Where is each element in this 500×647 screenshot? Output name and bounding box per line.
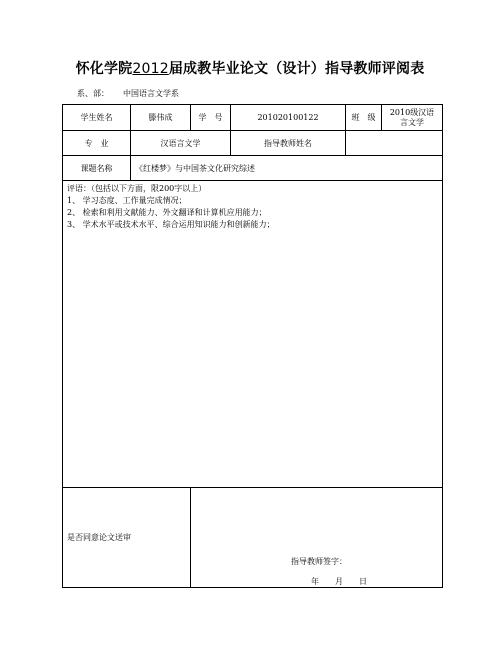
evaluation-comment-area	[63, 181, 443, 488]
advisor-signature-cell	[191, 488, 443, 588]
major-row	[63, 131, 443, 156]
student-name-value: 滕伟成	[131, 105, 191, 131]
advisor-name-value	[346, 131, 443, 156]
evaluation-row	[63, 181, 443, 488]
approval-label: 是否同意论文送审	[67, 533, 131, 542]
date-day-label: 日	[359, 577, 367, 586]
title-suffix: 届成教毕业论文（设计）指导教师评阅表	[168, 61, 425, 77]
class-value: 2010级汉语言文学	[382, 105, 443, 131]
student-name-label: 学生姓名	[63, 105, 131, 131]
major-label: 专 业	[63, 131, 131, 156]
department-label: 系、部：	[77, 89, 109, 98]
title-prefix: 怀化学院	[75, 61, 133, 77]
evaluation-item-2: 2、 检索和利用文献能力、外文翻译和计算机应用能力；	[67, 208, 267, 217]
approval-cell	[63, 488, 191, 588]
topic-value: 《红楼梦》与中国茶文化研究综述	[131, 156, 443, 181]
student-id-value: 201020100122	[231, 105, 346, 131]
signature-date	[311, 576, 383, 587]
department-line	[77, 88, 179, 99]
evaluation-header: 评语：（包括以下方面，限200字以上）	[67, 184, 207, 193]
signature-row	[63, 488, 443, 588]
student-id-label: 学 号	[191, 105, 231, 131]
evaluation-form-table	[62, 104, 443, 588]
student-info-row	[63, 105, 443, 131]
advisor-name-label: 指导教师姓名	[231, 131, 346, 156]
date-year-label: 年	[311, 577, 319, 586]
class-label: 班 级	[346, 105, 382, 131]
topic-label: 课题名称	[63, 156, 131, 181]
department-value: 中国语言文学系	[123, 89, 179, 98]
evaluation-item-3: 3、 学术水平或技术水平、综合运用知识能力和创新能力；	[67, 220, 275, 229]
advisor-signature-label: 指导教师签字：	[291, 557, 347, 566]
topic-row	[63, 156, 443, 181]
date-month-label: 月	[335, 577, 343, 586]
form-title	[0, 58, 500, 78]
title-year: 2012	[132, 61, 169, 77]
major-value: 汉语言文学	[131, 131, 231, 156]
evaluation-item-1: 1、 学习态度、工作量完成情况；	[67, 196, 187, 205]
